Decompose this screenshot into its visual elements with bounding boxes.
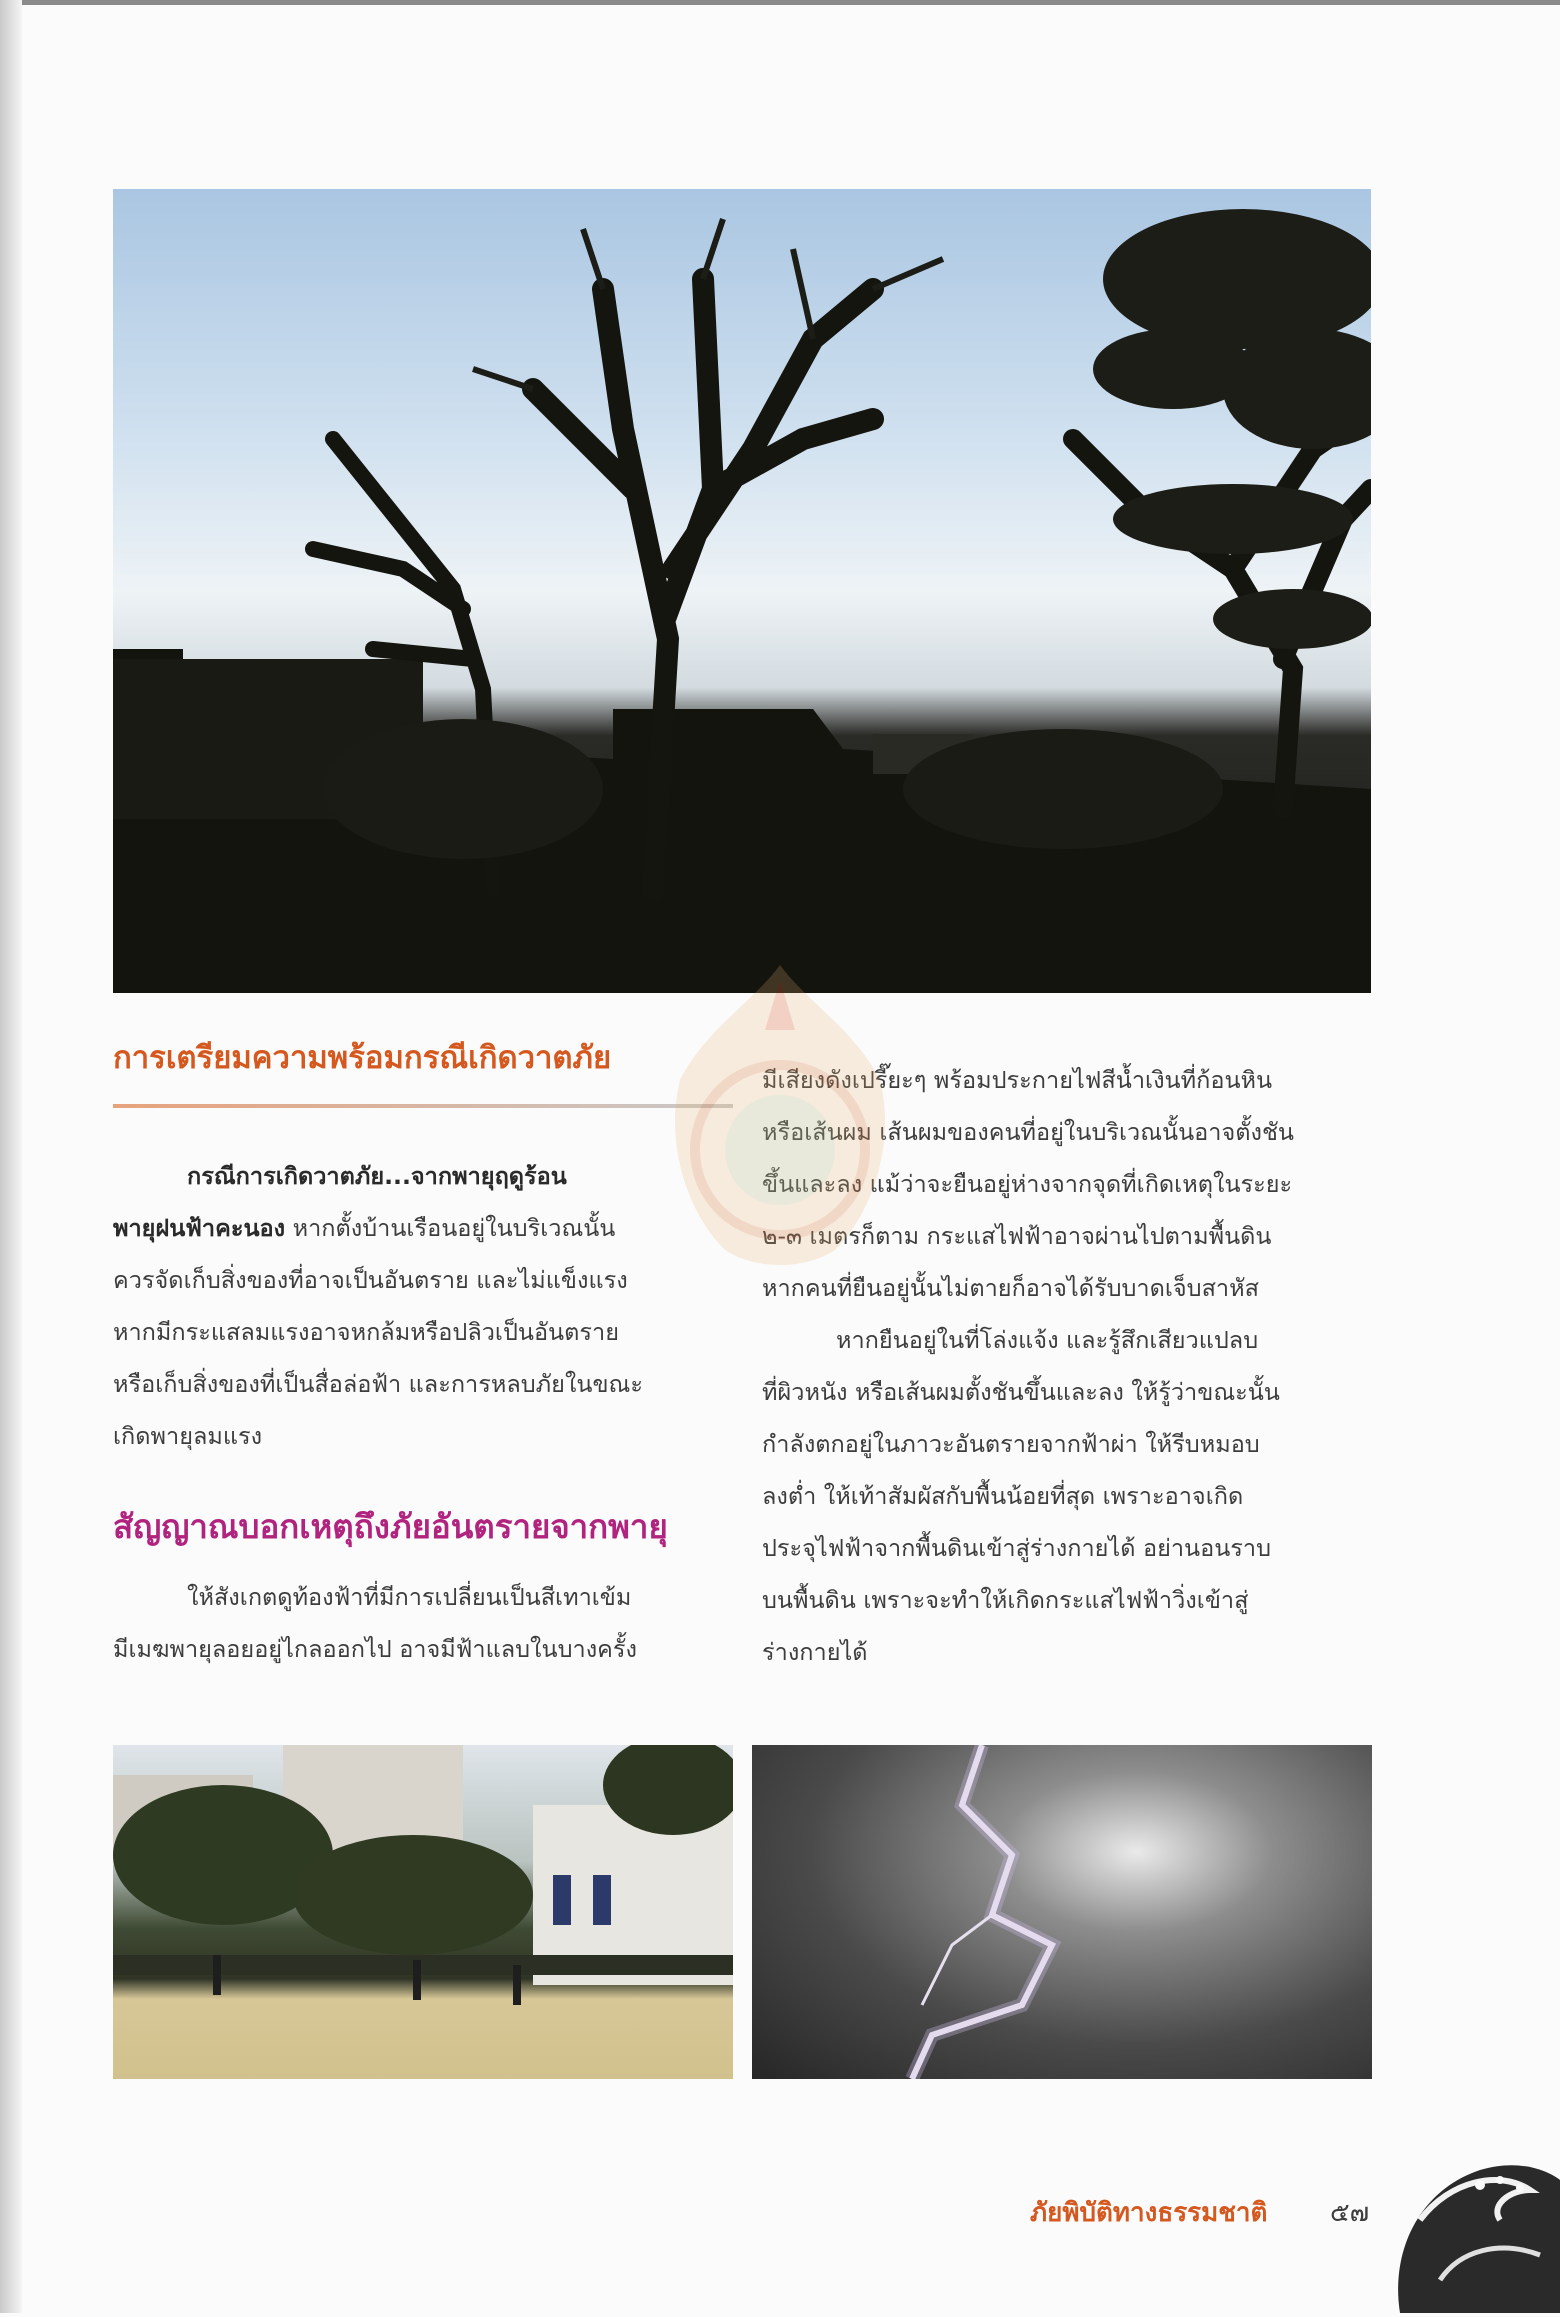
photo-schoolyard	[113, 1745, 733, 2079]
section-heading-warning-signs: สัญญาณบอกเหตุถึงภัยอันตรายจากพายุ	[113, 1507, 668, 1546]
paragraph-line: กำลังตกอยู่ในภาวะอันตรายจากฟ้าผ่า ให้รีบหมอบ	[762, 1430, 1260, 1458]
page-gutter-shadow	[0, 0, 22, 2313]
photo-lightning	[752, 1745, 1372, 2079]
paragraph-line: ประจุไฟฟ้าจากพื้นดินเข้าสู่ร่างกายได้ อย่านอนราบ	[762, 1534, 1272, 1562]
paragraph-line: มีเมฆพายุลอยอยู่ไกลออกไป อาจมีฟ้าแลบในบางครั้ง	[113, 1635, 637, 1663]
paragraph-line: ลงต่ำ ให้เท้าสัมผัสกับพื้นน้อยที่สุด เพราะอาจเกิด	[762, 1482, 1244, 1510]
section-heading-preparation: การเตรียมความพร้อมกรณีเกิดวาตภัย	[113, 1040, 612, 1076]
top-edge-rule	[0, 0, 1560, 5]
paragraph-text: หากตั้งบ้านเรือนอยู่ในบริเวณนั้น	[285, 1214, 616, 1242]
paragraph-line: หากยืนอยู่ในที่โล่งแจ้ง และรู้สึกเสียวแปลบ	[836, 1326, 1259, 1354]
paragraph-warning-signs	[113, 1571, 733, 1675]
paragraph-line: เกิดพายุลมแรง	[113, 1422, 263, 1450]
heading-underline	[113, 1104, 733, 1108]
hero-photo-trees	[113, 189, 1371, 993]
paragraph-line: ขึ้นและลง แม้ว่าจะยืนอยู่ห่างจากจุดที่เกิดเหตุในระยะ	[762, 1170, 1293, 1198]
lightning-bolt-graphic	[752, 1745, 1372, 2079]
paragraph-line: หรือเส้นผม เส้นผมของคนที่อยู่ในบริเวณนั้นอาจตั้งชัน	[762, 1118, 1294, 1146]
paragraph-line: ที่ผิวหนัง หรือเส้นผมตั้งชันขึ้นและลง ให้รู้ว่าขณะนั้น	[762, 1378, 1280, 1406]
paragraph-line: ควรจัดเก็บสิ่งของที่อาจเป็นอันตราย และไม่แข็งแรง	[113, 1266, 628, 1294]
schoolyard-graphic	[113, 1745, 733, 2079]
paragraph-line: หรือเก็บสิ่งของที่เป็นสื่อล่อฟ้า และการหลบภัยในขณะ	[113, 1370, 643, 1398]
paragraph-line: หากมีกระแสลมแรงอาจหกล้มหรือปลิวเป็นอันตราย	[113, 1318, 619, 1346]
paragraph-preparation	[113, 1150, 733, 1462]
wave-ornament	[1360, 2080, 1560, 2313]
wave-icon	[1360, 2080, 1560, 2313]
paragraph-line: บนพื้นดิน เพราะจะทำให้เกิดกระแสไฟฟ้าวิ่งเข้าสู่	[762, 1586, 1249, 1614]
paragraph-line: ๒-๓ เมตรก็ตาม กระแสไฟฟ้าอาจผ่านไปตามพื้นดิน	[762, 1222, 1272, 1250]
tree-silhouette-graphic	[113, 189, 1371, 993]
lead-bold-text: กรณีการเกิดวาตภัย...จากพายุฤดูร้อน	[187, 1162, 567, 1190]
storm-bold-text: พายุฝนฟ้าคะนอง	[113, 1214, 286, 1242]
paragraph-line: หากคนที่ยืนอยู่นั้นไม่ตายก็อาจได้รับบาดเจ็บสาหัส	[762, 1274, 1259, 1302]
footer-running-title: ภัยพิบัติทางธรรมชาติ	[1030, 2198, 1268, 2228]
seal-watermark	[655, 960, 905, 1280]
paragraph-line: ร่างกายได้	[762, 1638, 868, 1666]
paragraph-line: ให้สังเกตดูท้องฟ้าที่มีการเปลี่ยนเป็นสีเทาเข้ม	[187, 1583, 632, 1611]
paragraph-line: มีเสียงดังเปรี๊ยะๆ พร้อมประกายไฟสีน้ำเงินที่ก้อนหิน	[762, 1066, 1273, 1094]
page-number: ๕๗	[1330, 2198, 1370, 2228]
seal-watermark-graphic	[655, 960, 905, 1280]
